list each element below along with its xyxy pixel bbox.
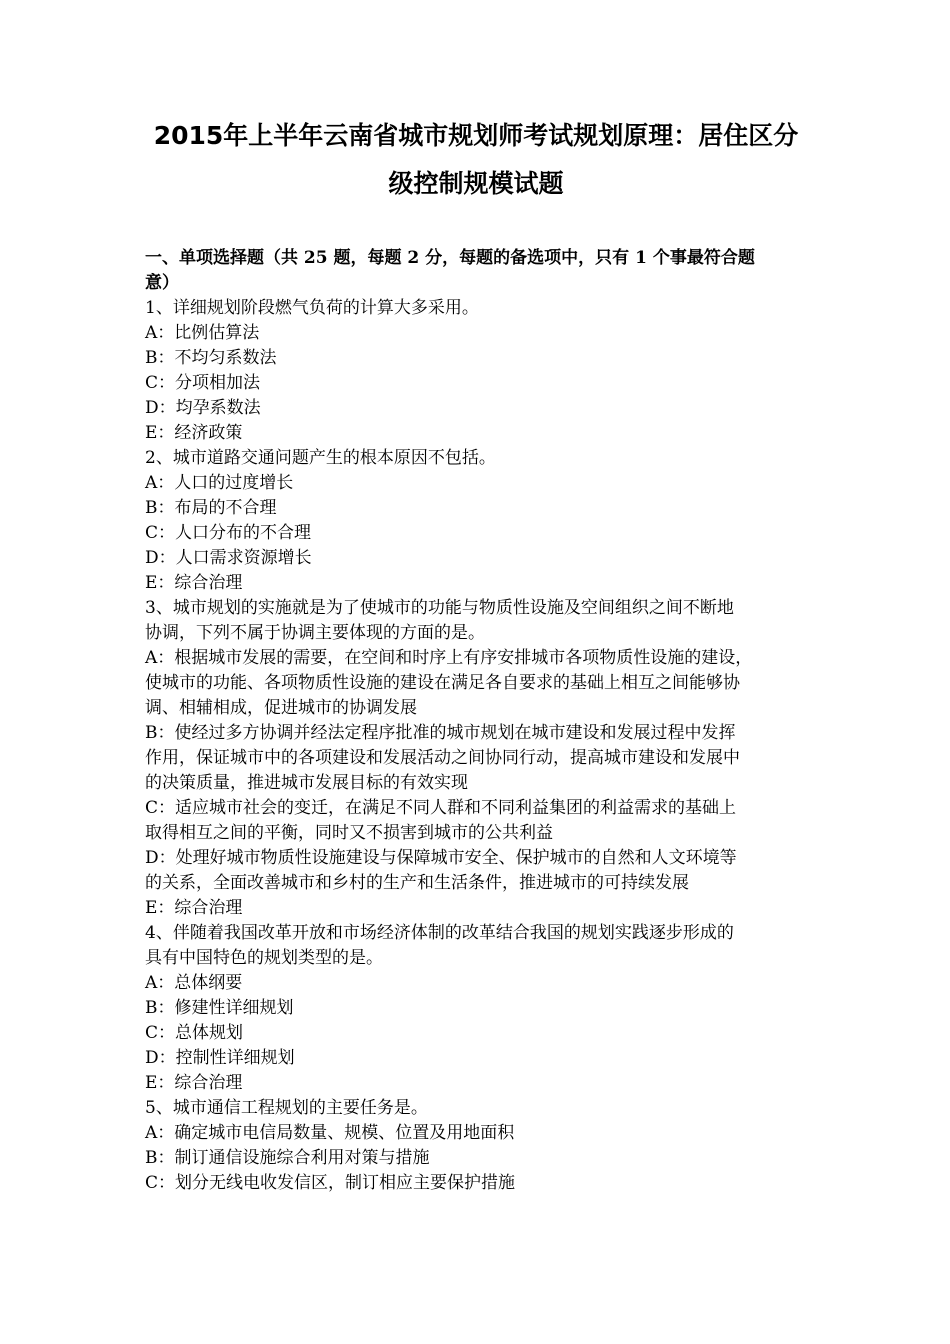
section-heading-line-1: 一、单项选择题（共 25 题，每题 2 分，每题的备选项中，只有 1 个事最符合题	[145, 248, 755, 268]
answer-option	[145, 571, 810, 596]
answer-option-line: C：人口分布的不合理	[145, 523, 312, 543]
answer-option	[145, 421, 810, 446]
document-body	[145, 246, 810, 1196]
answer-option-line: B：使经过多方协调并经法定程序批准的城市规划在城市建设和发展过程中发挥	[145, 723, 736, 743]
question-item	[145, 596, 810, 921]
answer-option-line: B：制订通信设施综合利用对策与措施	[145, 1148, 430, 1168]
question-text	[145, 1096, 810, 1121]
answer-option-line: 使城市的功能、各项物质性设施的建设在满足各自要求的基础上相互之间能够协	[145, 673, 740, 693]
question-text	[145, 296, 810, 321]
answer-option-line: A：比例估算法	[145, 323, 260, 343]
answer-option-line: E：综合治理	[145, 898, 243, 918]
question-text-line: 3、城市规划的实施就是为了使城市的功能与物质性设施及空间组织之间不断地	[145, 598, 734, 618]
answer-option	[145, 996, 810, 1021]
answer-option	[145, 1121, 810, 1146]
answer-option-line: E：综合治理	[145, 1073, 243, 1093]
question-text-line: 5、城市通信工程规划的主要任务是。	[145, 1098, 428, 1118]
answer-option-line: A：确定城市电信局数量、规模、位置及用地面积	[145, 1123, 515, 1143]
section-heading	[145, 246, 810, 296]
answer-option	[145, 846, 810, 896]
answer-option-line: E：综合治理	[145, 573, 243, 593]
answer-option	[145, 396, 810, 421]
answer-option	[145, 646, 810, 721]
answer-option-line: B：不均匀系数法	[145, 348, 277, 368]
question-text	[145, 596, 810, 646]
answer-option-line: 调、相辅相成，促进城市的协调发展	[145, 698, 417, 718]
answer-option-line: A：人口的过度增长	[145, 473, 294, 493]
answer-option-line: B：修建性详细规划	[145, 998, 294, 1018]
answer-option	[145, 496, 810, 521]
answer-option	[145, 471, 810, 496]
title-line-2: 级控制规模试题	[388, 169, 564, 198]
question-text-line: 协调，下列不属于协调主要体现的方面的是。	[145, 623, 485, 643]
question-text	[145, 446, 810, 471]
question-text-line: 2、城市道路交通问题产生的根本原因不包括。	[145, 448, 496, 468]
answer-option	[145, 1021, 810, 1046]
question-text-line: 4、伴随着我国改革开放和市场经济体制的改革结合我国的规划实践逐步形成的	[145, 923, 734, 943]
answer-option-line: 的关系，全面改善城市和乡村的生产和生活条件，推进城市的可持续发展	[145, 873, 689, 893]
answer-option-line: C：分项相加法	[145, 373, 261, 393]
answer-option-line: E：经济政策	[145, 423, 243, 443]
answer-option-line: D：人口需求资源增长	[145, 548, 312, 568]
question-item	[145, 921, 810, 1096]
answer-option	[145, 796, 810, 846]
answer-option	[145, 721, 810, 796]
answer-option-line: C：适应城市社会的变迁，在满足不同人群和不同利益集团的利益需求的基础上	[145, 798, 737, 818]
question-text	[145, 921, 810, 971]
answer-option-line: A：根据城市发展的需要，在空间和时序上有序安排城市各项物质性设施的建设，	[145, 648, 753, 668]
answer-option	[145, 1071, 810, 1096]
answer-option-line: C：划分无线电收发信区，制订相应主要保护措施	[145, 1173, 516, 1193]
question-item	[145, 296, 810, 446]
answer-option-line: C：总体规划	[145, 1023, 244, 1043]
question-item	[145, 446, 810, 596]
answer-option	[145, 521, 810, 546]
question-item	[145, 1096, 810, 1196]
answer-option	[145, 971, 810, 996]
answer-option	[145, 896, 810, 921]
answer-option-line: D：控制性详细规划	[145, 1048, 295, 1068]
question-list	[145, 296, 810, 1196]
answer-option-line: D：均孕系数法	[145, 398, 261, 418]
document-title	[146, 112, 806, 208]
answer-option-line: 的决策质量，推进城市发展目标的有效实现	[145, 773, 468, 793]
answer-option	[145, 1046, 810, 1071]
question-text-line: 1、详细规划阶段燃气负荷的计算大多采用。	[145, 298, 479, 318]
answer-option	[145, 346, 810, 371]
answer-option-line: B：布局的不合理	[145, 498, 277, 518]
answer-option	[145, 546, 810, 571]
answer-option	[145, 321, 810, 346]
answer-option-line: A：总体纲要	[145, 973, 243, 993]
answer-option	[145, 1146, 810, 1171]
question-text-line: 具有中国特色的规划类型的是。	[145, 948, 383, 968]
answer-option	[145, 371, 810, 396]
answer-option-line: 取得相互之间的平衡，同时又不损害到城市的公共利益	[145, 823, 553, 843]
answer-option	[145, 1171, 810, 1196]
answer-option-line: 作用，保证城市中的各项建设和发展活动之间协同行动，提高城市建设和发展中	[145, 748, 740, 768]
title-line-1: 2015年上半年云南省城市规划师考试规划原理：居住区分	[153, 121, 799, 150]
section-heading-line-2: 意）	[145, 273, 179, 293]
answer-option-line: D：处理好城市物质性设施建设与保障城市安全、保护城市的自然和人文环境等	[145, 848, 737, 868]
